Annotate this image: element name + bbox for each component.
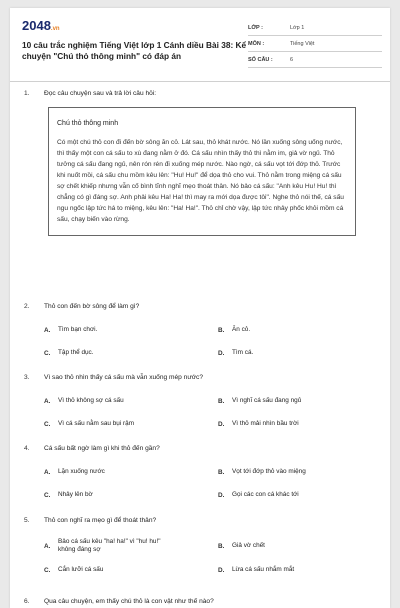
meta-info — [248, 20, 382, 68]
answer-option-d[interactable] — [218, 491, 392, 499]
option-letter: D. — [218, 420, 225, 428]
question-number: 4. — [24, 445, 30, 452]
meta-row-class — [248, 20, 382, 36]
header-divider — [10, 81, 390, 82]
option-text: Lặn xuống nước — [58, 468, 105, 475]
question-number: 2. — [24, 303, 30, 310]
question-text: Đọc câu chuyện sau và trả lời câu hỏi: — [44, 90, 157, 97]
question-6 — [24, 598, 376, 605]
meta-key: MÔN : — [248, 40, 265, 47]
meta-row-subject — [248, 36, 382, 52]
answer-option-d[interactable] — [218, 566, 392, 574]
meta-key: SỐ CÂU : — [248, 56, 273, 63]
question-2 — [24, 303, 376, 357]
question-5 — [24, 517, 376, 574]
option-letter: A. — [44, 468, 51, 476]
answer-option-c[interactable] — [44, 566, 218, 574]
option-letter: B. — [218, 397, 225, 405]
meta-row-count — [248, 52, 382, 68]
story-passage — [48, 107, 356, 236]
answer-option-a[interactable] — [44, 397, 218, 405]
option-letter: C. — [44, 491, 51, 499]
option-letter: A. — [44, 326, 51, 334]
answer-option-c[interactable] — [44, 491, 218, 499]
document-title: 10 câu trắc nghiệm Tiếng Việt lớp 1 Cánh diều Bài 38: Kể chuyện "Chú thỏ thông minh" có đáp án — [22, 40, 247, 61]
meta-value: Lớp 1 — [290, 24, 305, 31]
answer-option-d[interactable] — [218, 349, 392, 357]
question-number: 3. — [24, 374, 30, 381]
answer-option-a[interactable] — [44, 326, 218, 334]
logo-suffix: .vn — [50, 26, 60, 32]
question-text: Cá sấu bất ngờ làm gì khi thỏ đến gần? — [44, 445, 160, 452]
meta-value: 6 — [290, 56, 294, 63]
option-text: Vì nghĩ cá sấu đang ngủ — [232, 397, 302, 404]
answer-option-a[interactable] — [44, 468, 218, 476]
question-3 — [24, 374, 376, 428]
question-4 — [24, 445, 376, 499]
option-text: Vọt tới đớp thỏ vào miệng — [232, 468, 306, 475]
option-text: Lừa cá sấu nhắm mắt — [232, 566, 295, 573]
option-text: Bảo cá sấu kêu "ha! ha!" vì "hu! hu!" không đáng sợ — [58, 538, 161, 553]
question-text: Qua câu chuyện, em thấy chú thỏ là con vật như thế nào? — [44, 598, 214, 605]
option-letter: C. — [44, 566, 51, 574]
option-letter: B. — [218, 542, 225, 550]
option-text: Tìm bạn chơi. — [58, 326, 98, 333]
question-1 — [24, 90, 376, 236]
answer-option-b[interactable] — [218, 468, 392, 476]
answer-option-c[interactable] — [44, 349, 218, 357]
passage-body: Có một chú thỏ con đi đến bờ sông ăn cỏ. Lát sau, thỏ khát nước. Nó lần xuống sông uống nước, thì thấy một con cá sấu to xù đang nằm ở đó. Cá sấu nhìn thấy thỏ thì nằm im, giả vờ ngủ. Thỏ tưởng cá sấu đang ngủ, nên rón rén đi xuống mép nước. Nào ngờ, cá sấu vọt tới đớp thỏ. Trước khi nuốt mồi, cá sấu chu mồm kêu lên: "Hu! Hu!" để dọa thỏ cho vui. Thỏ nằm trong miệng cá sấu sợ chết khiếp nhưng vẫn cố bình tĩnh nghĩ mẹo thoát thân. Nó bảo cá sấu: "Anh kêu Hu! Hu! thì chẳng có gì đáng sợ. Anh phải kêu Ha! Ha! thì may ra mới dọa được tôi". Nghe thỏ nói thế, cá sấu ngu ngốc lập tức há to miệng, kêu lên: "Ha! Ha!". Thỏ chỉ chờ vậy, lập tức nhảy phốc khỏi mồm cá sấu, chạy biến vào rừng. — [57, 139, 344, 223]
logo-text: 2048 — [22, 18, 51, 33]
question-number: 6. — [24, 598, 30, 605]
answer-option-c[interactable] — [44, 420, 218, 428]
meta-value: Tiếng Việt — [290, 40, 315, 47]
option-text: Nhảy lên bờ — [58, 491, 93, 498]
option-text: Cắn lưỡi cá sấu — [58, 566, 104, 573]
option-letter: C. — [44, 420, 51, 428]
option-letter: A. — [44, 397, 51, 405]
option-letter: D. — [218, 349, 225, 357]
document-page — [10, 8, 390, 608]
option-text: Ăn cỏ. — [232, 326, 251, 333]
question-text: Thỏ con đến bờ sông để làm gì? — [44, 303, 140, 310]
option-letter: A. — [44, 542, 51, 550]
answer-option-b[interactable] — [218, 326, 392, 334]
option-letter: D. — [218, 566, 225, 574]
site-logo[interactable] — [22, 18, 60, 33]
option-letter: B. — [218, 468, 225, 476]
option-text: Tập thể dục. — [58, 349, 94, 356]
option-letter: D. — [218, 491, 225, 499]
answer-option-d[interactable] — [218, 420, 392, 428]
option-text: Giả vờ chết — [232, 542, 265, 549]
option-text: Vì cá sấu nằm sau bụi rậm — [58, 420, 135, 427]
answer-option-b[interactable] — [218, 538, 392, 554]
answer-option-b[interactable] — [218, 397, 392, 405]
question-number: 1. — [24, 90, 30, 97]
passage-title: Chú thỏ thông minh — [57, 120, 119, 127]
option-letter: B. — [218, 326, 225, 334]
option-text: Gọi các con cá khác tới — [232, 491, 299, 498]
question-number: 5. — [24, 517, 30, 524]
question-text: Thỏ con nghĩ ra mẹo gì để thoát thân? — [44, 517, 157, 524]
answer-option-a[interactable] — [44, 538, 218, 554]
question-text: Vì sao thỏ nhìn thấy cá sấu mà vẫn xuống mép nước? — [44, 374, 204, 381]
meta-key: LỚP : — [248, 24, 263, 31]
option-letter: C. — [44, 349, 51, 357]
option-text: Tìm cá. — [232, 349, 254, 356]
option-text: Vì thỏ mải nhìn bầu trời — [232, 420, 299, 427]
option-text: Vì thỏ không sợ cá sấu — [58, 397, 124, 404]
